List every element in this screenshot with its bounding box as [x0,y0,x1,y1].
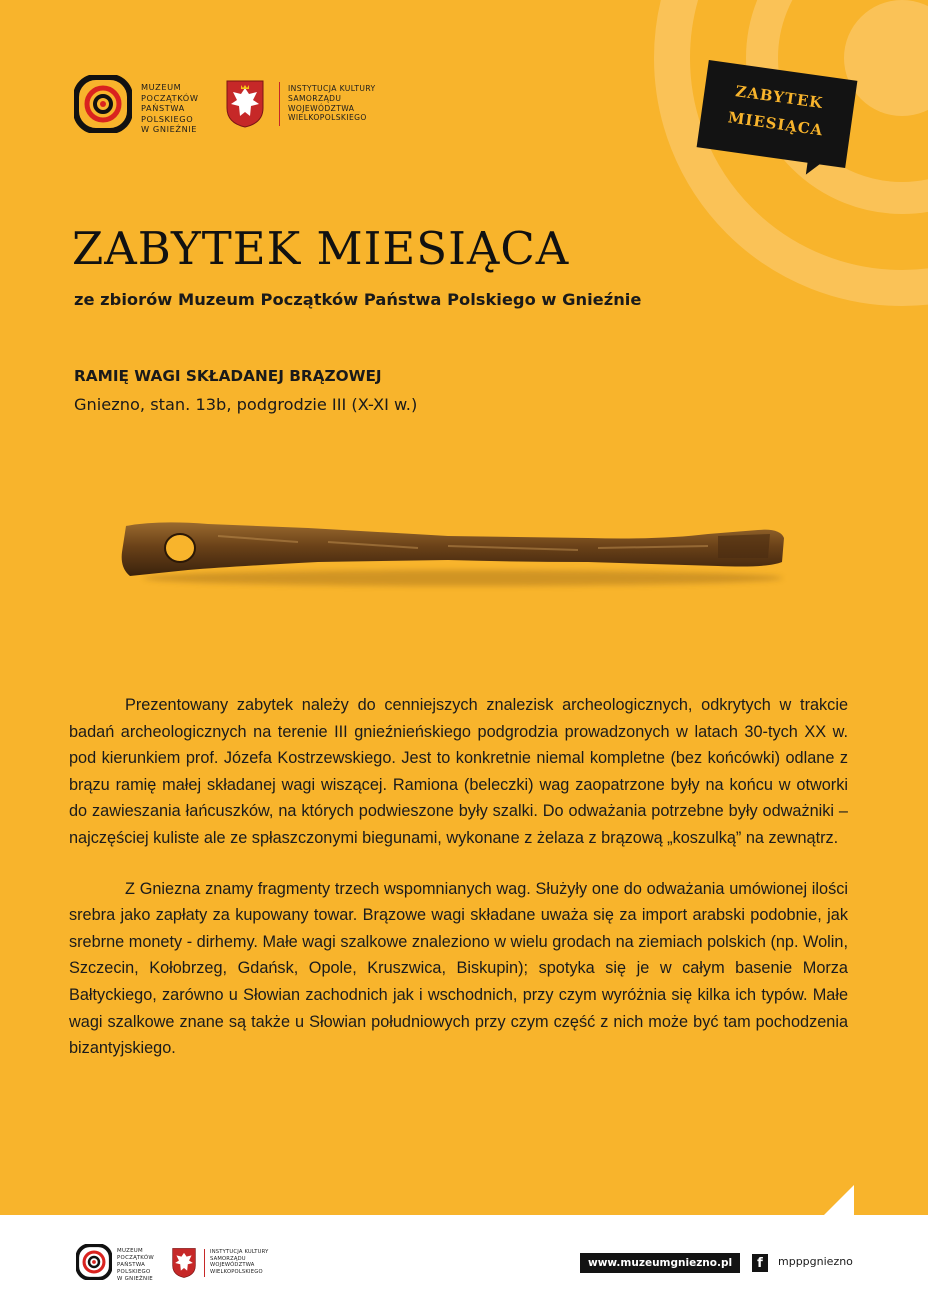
museum-logo-text: MUZEUM POCZĄTKÓW PAŃSTWA POLSKIEGO W GNIEŹNIE [141,82,199,135]
footer-corner-notch [822,1185,854,1217]
page-title: ZABYTEK MIESIĄCA [72,222,570,275]
wielkopolska-crest [226,80,264,128]
badge-speech-tail [806,161,822,177]
page-subtitle: ze zbiorów Muzeum Początków Państwa Polskiego w Gnieźnie [74,290,642,309]
facebook-icon[interactable]: f [752,1254,768,1272]
description-paragraph: Prezentowany zabytek należy do cenniejszych znalezisk archeologicznych, odkrytych w trakcie badań archeologicznych na terenie III gnieźnieńskiego podgrodzia prowadzonych w latach 30-tych XX w. pod kierunkiem prof. Józefa Kostrzewskiego. Jest to konkretnie niemal kompletne (bez końcówki) odlane z brązu ramię małej składanej wagi wiszącej. Ramiona (beleczki) wag zaopatrzone były na końcu w otworki do zawieszania łańcuszków, na których podwieszone były szalki. Do odważania potrzebne były odważniki – najczęściej kuliste ale ze spłaszczonymi biegunami, wykonane z żelaza z brązową „koszulką” na zewnątrz. [69,696,848,847]
object-provenance: Gniezno, stan. 13b, podgrodzie III (X-XI w.) [74,395,418,414]
footer-divider [204,1249,205,1277]
badge-text: ZABYTEK MIESIĄCA [726,82,825,140]
footer-crest [172,1247,196,1279]
footer-museum-logo [76,1244,112,1280]
header-divider [279,82,280,126]
scale-arm-artifact-image [118,512,798,612]
website-link[interactable]: www.muzeumgniezno.pl [580,1253,740,1273]
footer-museum-logo-text: MUZEUM POCZĄTKÓW PAŃSTWA POLSKIEGO W GNIEŹNIE [117,1248,155,1282]
institution-text: INSTYTUCJA KULTURY SAMORZĄDU WOJEWÓDZTWA WIELKOPOLSKIEGO [288,84,376,123]
footer-institution-text: INSTYTUCJA KULTURY SAMORZĄDU WOJEWÓDZTWA WIELKOPOLSKIEGO [210,1249,269,1275]
description-text [69,692,848,1086]
description-paragraph: Z Gniezna znamy fragmenty trzech wspomnianych wag. Służyły one do odważania umówionej ilości srebra jako zapłaty za kupowany towar. Brązowe wagi składane uważa się za import arabski podobnie, jak srebrne monety - dirhemy. Małe wagi szalkowe znaleziono w wielu grodach na ziemiach polskich (np. Wolin, Szczecin, Kołobrzeg, Gdańsk, Opole, Kruszwica, Biskupin); spotyka się je w całym basenie Morza Bałtyckiego, zarówno u Słowian zachodnich jak i wschodnich, przy czym wyróżnia się kilka ich typów. Małe wagi szalkowe znane są także u Słowian południowych przy czym część z nich może być tam pochodzenia bizantyjskiego. [69,879,848,1058]
museum-logo [74,75,132,133]
facebook-handle[interactable]: mpppgniezno [778,1255,853,1268]
object-name: RAMIĘ WAGI SKŁADANEJ BRĄZOWEJ [74,367,382,385]
